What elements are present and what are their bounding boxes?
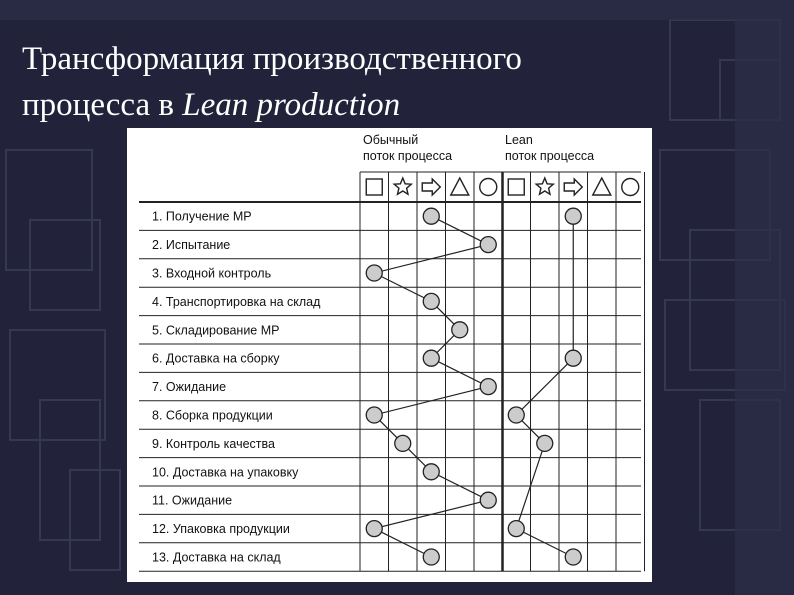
lean-flow-node — [565, 549, 581, 565]
step-label: 13. Доставка на склад — [152, 550, 281, 565]
lean-flow-node — [565, 208, 581, 224]
square-icon — [366, 179, 382, 195]
process-flow-figure — [127, 128, 652, 582]
conventional-flow-node — [366, 265, 382, 281]
square-icon — [508, 179, 524, 195]
lean-flow-node — [508, 521, 524, 537]
conventional-flow-node — [423, 549, 439, 565]
lean-header-line-2: поток процесса — [505, 149, 595, 163]
step-label: 6. Доставка на сборку — [152, 351, 280, 366]
step-labels — [152, 210, 321, 565]
step-label: 11. Ожидание — [152, 493, 233, 508]
conventional-flow-node — [480, 492, 496, 508]
arrow-right-icon — [564, 179, 582, 195]
lean-flow-node — [508, 407, 524, 423]
conventional-flow-node — [480, 237, 496, 253]
conventional-flow-node — [423, 293, 439, 309]
conventional-flow-node — [366, 407, 382, 423]
title-line-2-prefix: процесса в — [22, 87, 183, 123]
step-label: 2. Испытание — [152, 238, 231, 253]
conventional-flow-node — [480, 379, 496, 395]
conventional-flow-node — [366, 521, 382, 537]
title-line-2 — [22, 82, 722, 128]
conventional-flow-node — [423, 208, 439, 224]
arrow-right-icon — [422, 179, 440, 195]
lean-header-line-1: Lean — [505, 133, 533, 147]
grid-lines — [139, 172, 645, 571]
column-headers — [363, 133, 594, 163]
step-label: 10. Доставка на упаковку — [152, 465, 299, 480]
circle-icon — [622, 179, 639, 196]
step-label: 12. Упаковка продукции — [152, 522, 290, 537]
step-label: 5. Складирование МР — [152, 323, 280, 338]
conventional-flow-node — [423, 464, 439, 480]
process-flow-chart — [127, 128, 652, 582]
lean-flow-node — [537, 435, 553, 451]
title-line-2-italic: Lean production — [182, 87, 401, 123]
conventional-flow-node — [423, 350, 439, 366]
step-label: 7. Ожидание — [152, 380, 227, 395]
step-label: 9. Контроль качества — [152, 436, 275, 451]
triangle-icon — [451, 178, 469, 195]
conventional-flow-node — [452, 322, 468, 338]
title-line-1: Трансформация производственного — [22, 41, 522, 77]
step-label: 8. Сборка продукции — [152, 408, 273, 423]
conventional-header-line-1: Обычный — [363, 133, 419, 147]
step-label: 1. Получение МР — [152, 209, 252, 224]
circle-icon — [480, 179, 497, 196]
star-icon — [394, 178, 411, 194]
star-icon — [536, 178, 553, 194]
conventional-header-line-2: поток процесса — [363, 149, 453, 163]
conventional-flow-line — [374, 216, 488, 557]
conventional-flow-node — [395, 435, 411, 451]
step-label: 4. Транспортировка на склад — [152, 294, 321, 309]
lean-flow-node — [565, 350, 581, 366]
slide-title — [22, 36, 722, 128]
lean-flow-line — [516, 216, 573, 557]
triangle-icon — [593, 178, 611, 195]
step-label: 3. Входной контроль — [152, 266, 272, 281]
